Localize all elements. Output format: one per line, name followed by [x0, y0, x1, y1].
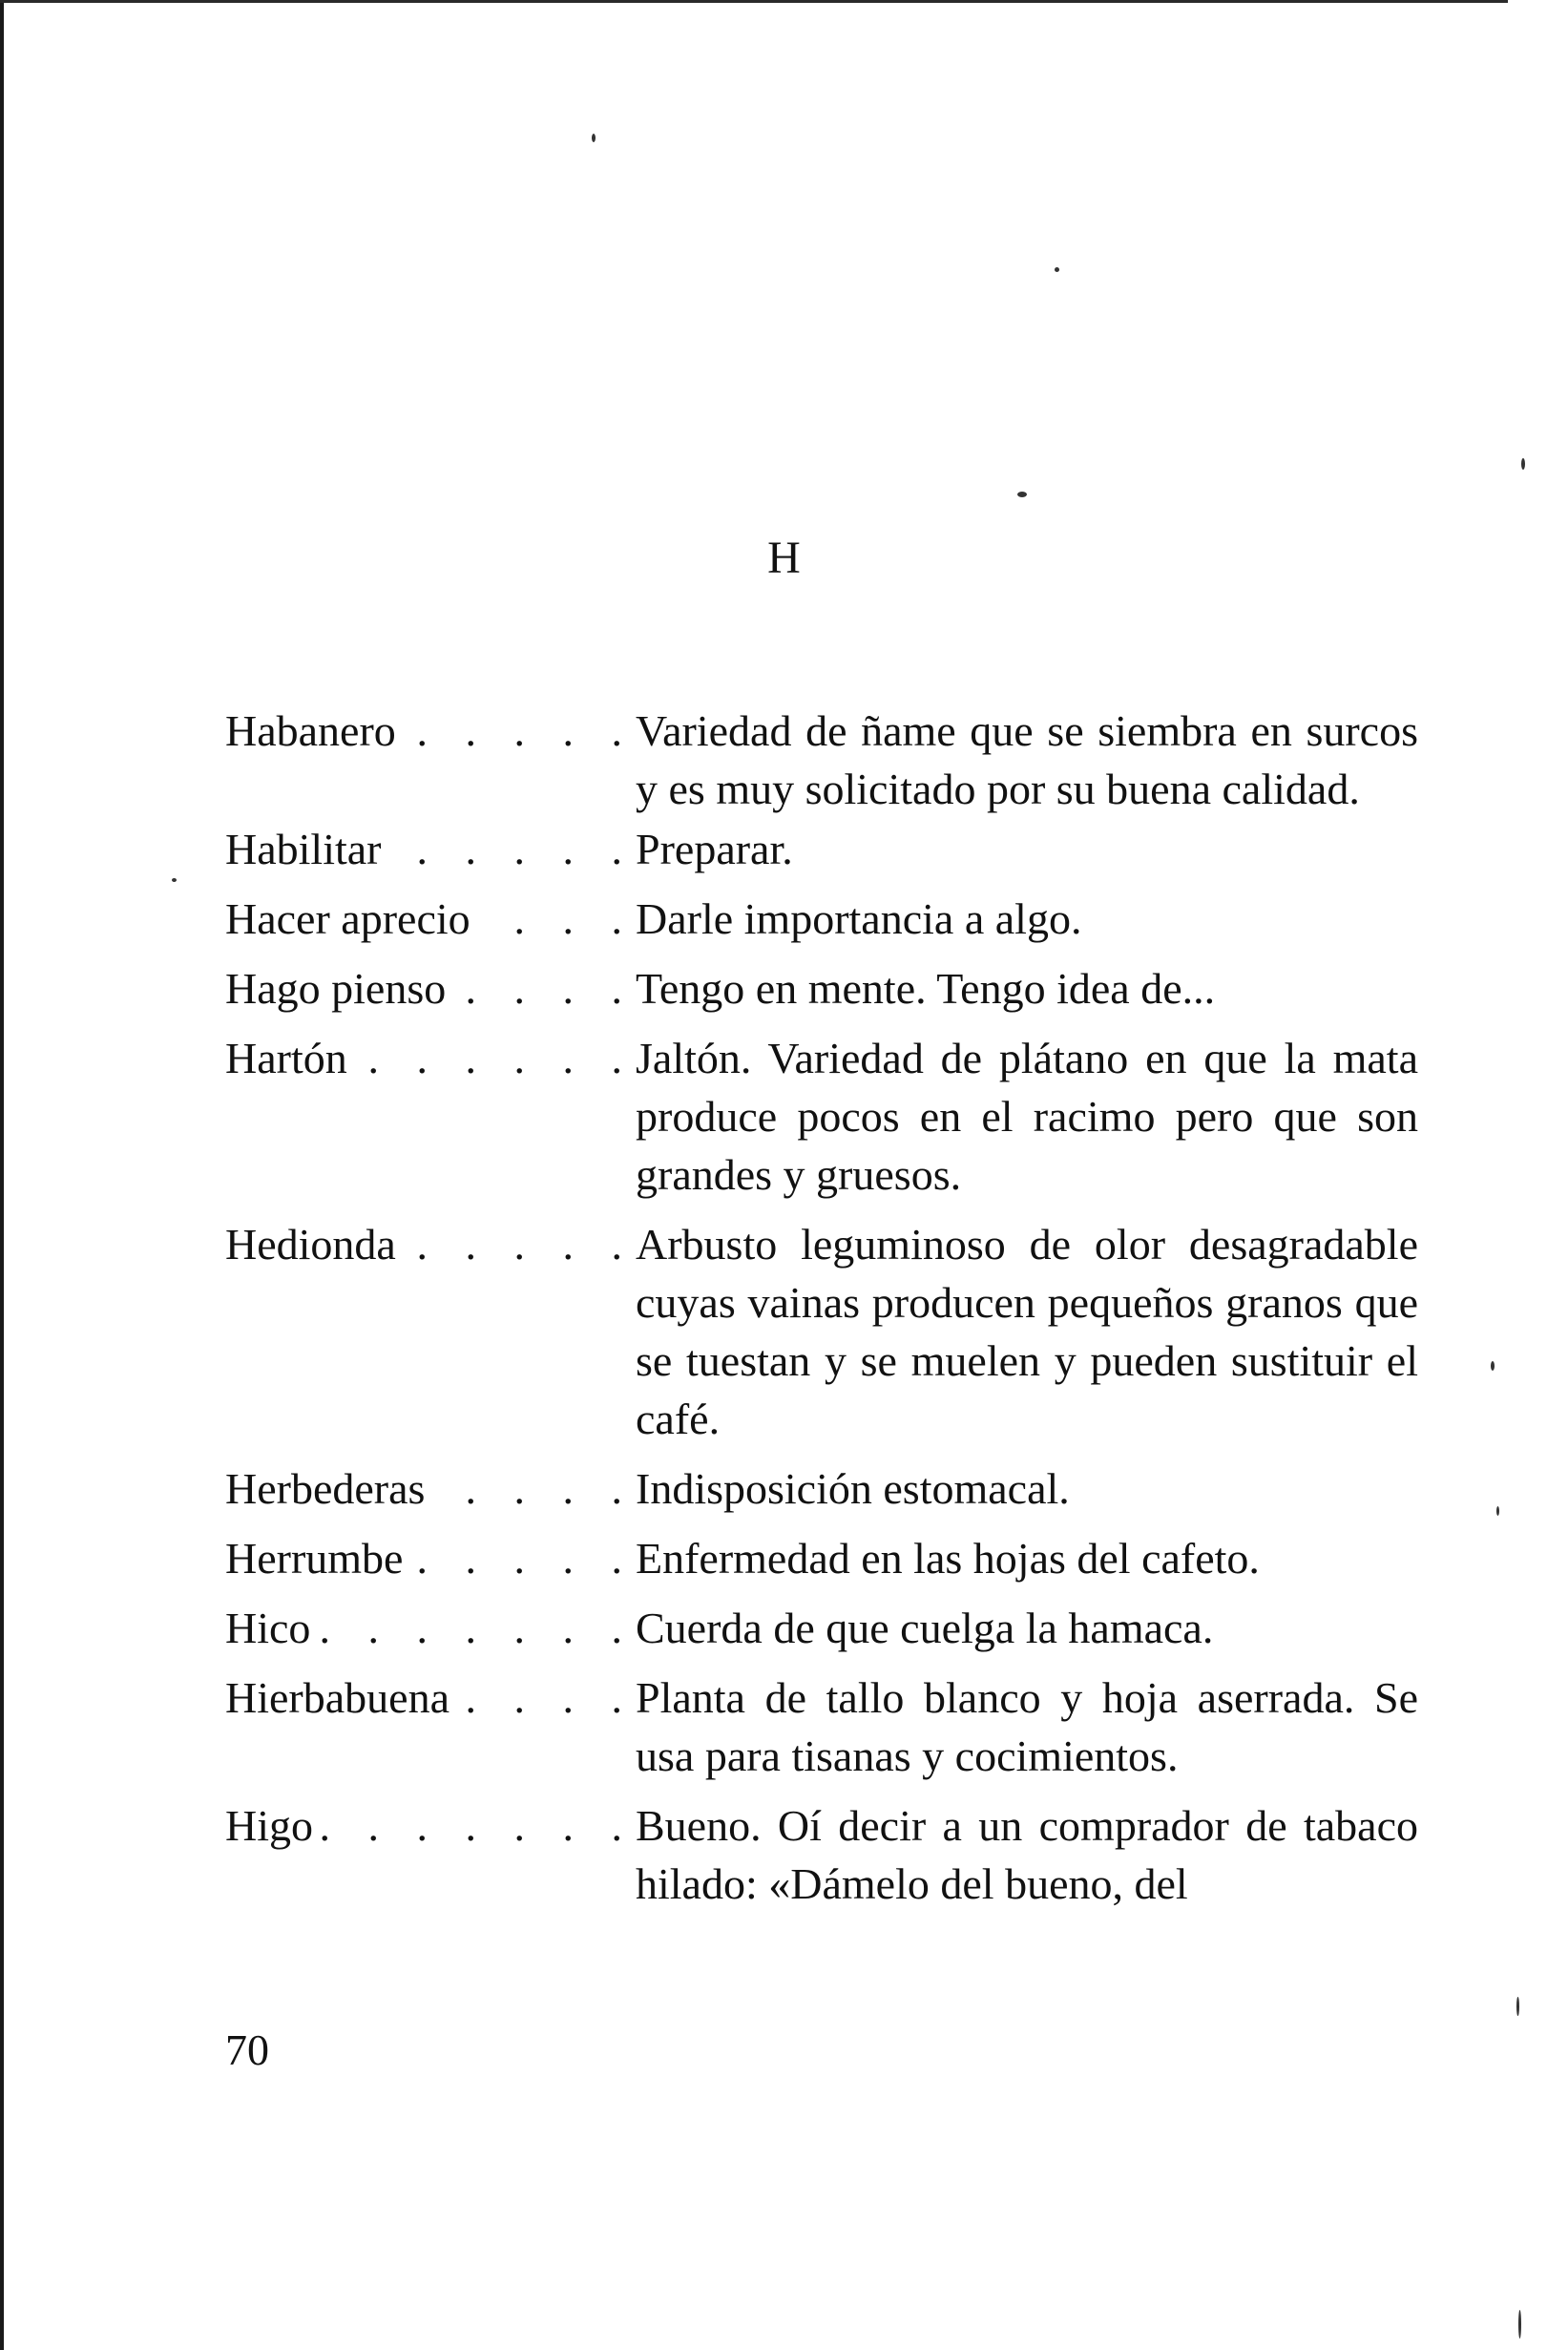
scan-speck: [1516, 1997, 1519, 2016]
glossary-entry: [225, 959, 1418, 1018]
entry-definition: Variedad de ñame que se siembra en surcos y es muy solicitado por su buena calidad.: [636, 706, 1418, 813]
entry-term: [225, 820, 636, 878]
page-edge-left: [0, 0, 4, 2350]
entry-definition: Planta de tallo blanco y hoja aserrada. Se usa para tisanas y cocimientos.: [636, 1673, 1418, 1780]
scan-speck: [1518, 2310, 1521, 2339]
entry-term-text: Hago pienso: [225, 964, 453, 1013]
entry-definition: Bueno. Oí decir a un comprador de tabaco hilado: «Dámelo del bueno, del: [636, 1801, 1418, 1908]
entry-term-text: Hacer aprecio: [225, 894, 478, 943]
entry-term: [225, 959, 636, 1018]
glossary-entry: [225, 702, 1418, 818]
glossary-entry: [225, 1459, 1418, 1518]
glossary-entry: [225, 1668, 1418, 1785]
entry-term: [225, 1599, 636, 1657]
entry-term: [225, 1215, 636, 1448]
entry-term: [225, 1796, 636, 1913]
entry-term-text: Hartón: [225, 1034, 355, 1082]
scan-speck: [1055, 267, 1059, 272]
entry-term-text: Hico: [225, 1604, 318, 1652]
entry-term-text: Herbederas: [225, 1464, 432, 1513]
entry-term-text: Habilitar: [225, 825, 389, 873]
scan-speck: [1017, 492, 1027, 497]
page-edge-top: [0, 0, 1508, 3]
entry-definition: Preparar.: [636, 825, 793, 873]
glossary-entry: [225, 1215, 1418, 1448]
entry-term: [225, 1029, 636, 1204]
entry-term: [225, 1529, 636, 1587]
glossary-entry: [225, 1599, 1418, 1657]
entry-term-text: Habanero: [225, 706, 404, 755]
entry-definition: Darle importancia a algo.: [636, 894, 1082, 943]
scan-speck: [1496, 1506, 1499, 1516]
entry-term-text: Herrumbe: [225, 1534, 410, 1583]
scan-speck: [172, 878, 177, 882]
glossary-entry: [225, 820, 1418, 878]
entry-definition: Indisposición estomacal.: [636, 1464, 1070, 1513]
entry-definition: Enfermedad en las hojas del cafeto.: [636, 1534, 1260, 1583]
entry-definition: Jaltón. Variedad de plátano en que la mata produce pocos en el racimo pero que son grandes y gruesos.: [636, 1034, 1418, 1199]
glossary-entry: [225, 1029, 1418, 1204]
glossary-list: [225, 702, 1418, 1913]
scan-speck: [1491, 1361, 1495, 1371]
entry-definition: Arbusto leguminoso de olor desagradable cuyas vainas producen pequeños granos que se tuestan y se muelen y pueden sustituir el café.: [636, 1220, 1418, 1443]
entry-term-text: Higo: [225, 1801, 321, 1850]
entry-definition: Cuerda de que cuelga la hamaca.: [636, 1604, 1214, 1652]
entry-term-text: Hedionda: [225, 1220, 404, 1269]
entry-term: [225, 702, 636, 818]
entry-term-text: Hierbabuena: [225, 1673, 457, 1722]
section-letter: H: [767, 533, 801, 583]
entry-term: [225, 1459, 636, 1518]
entry-term: [225, 1668, 636, 1785]
entry-term: [225, 890, 636, 948]
glossary-entry: [225, 1796, 1418, 1913]
scan-speck: [1521, 458, 1525, 470]
entry-definition: Tengo en mente. Tengo idea de...: [636, 964, 1216, 1013]
page-number: 70: [225, 2025, 269, 2074]
glossary-entry: [225, 890, 1418, 948]
glossary-entry: [225, 1529, 1418, 1587]
scan-speck: [592, 134, 596, 142]
